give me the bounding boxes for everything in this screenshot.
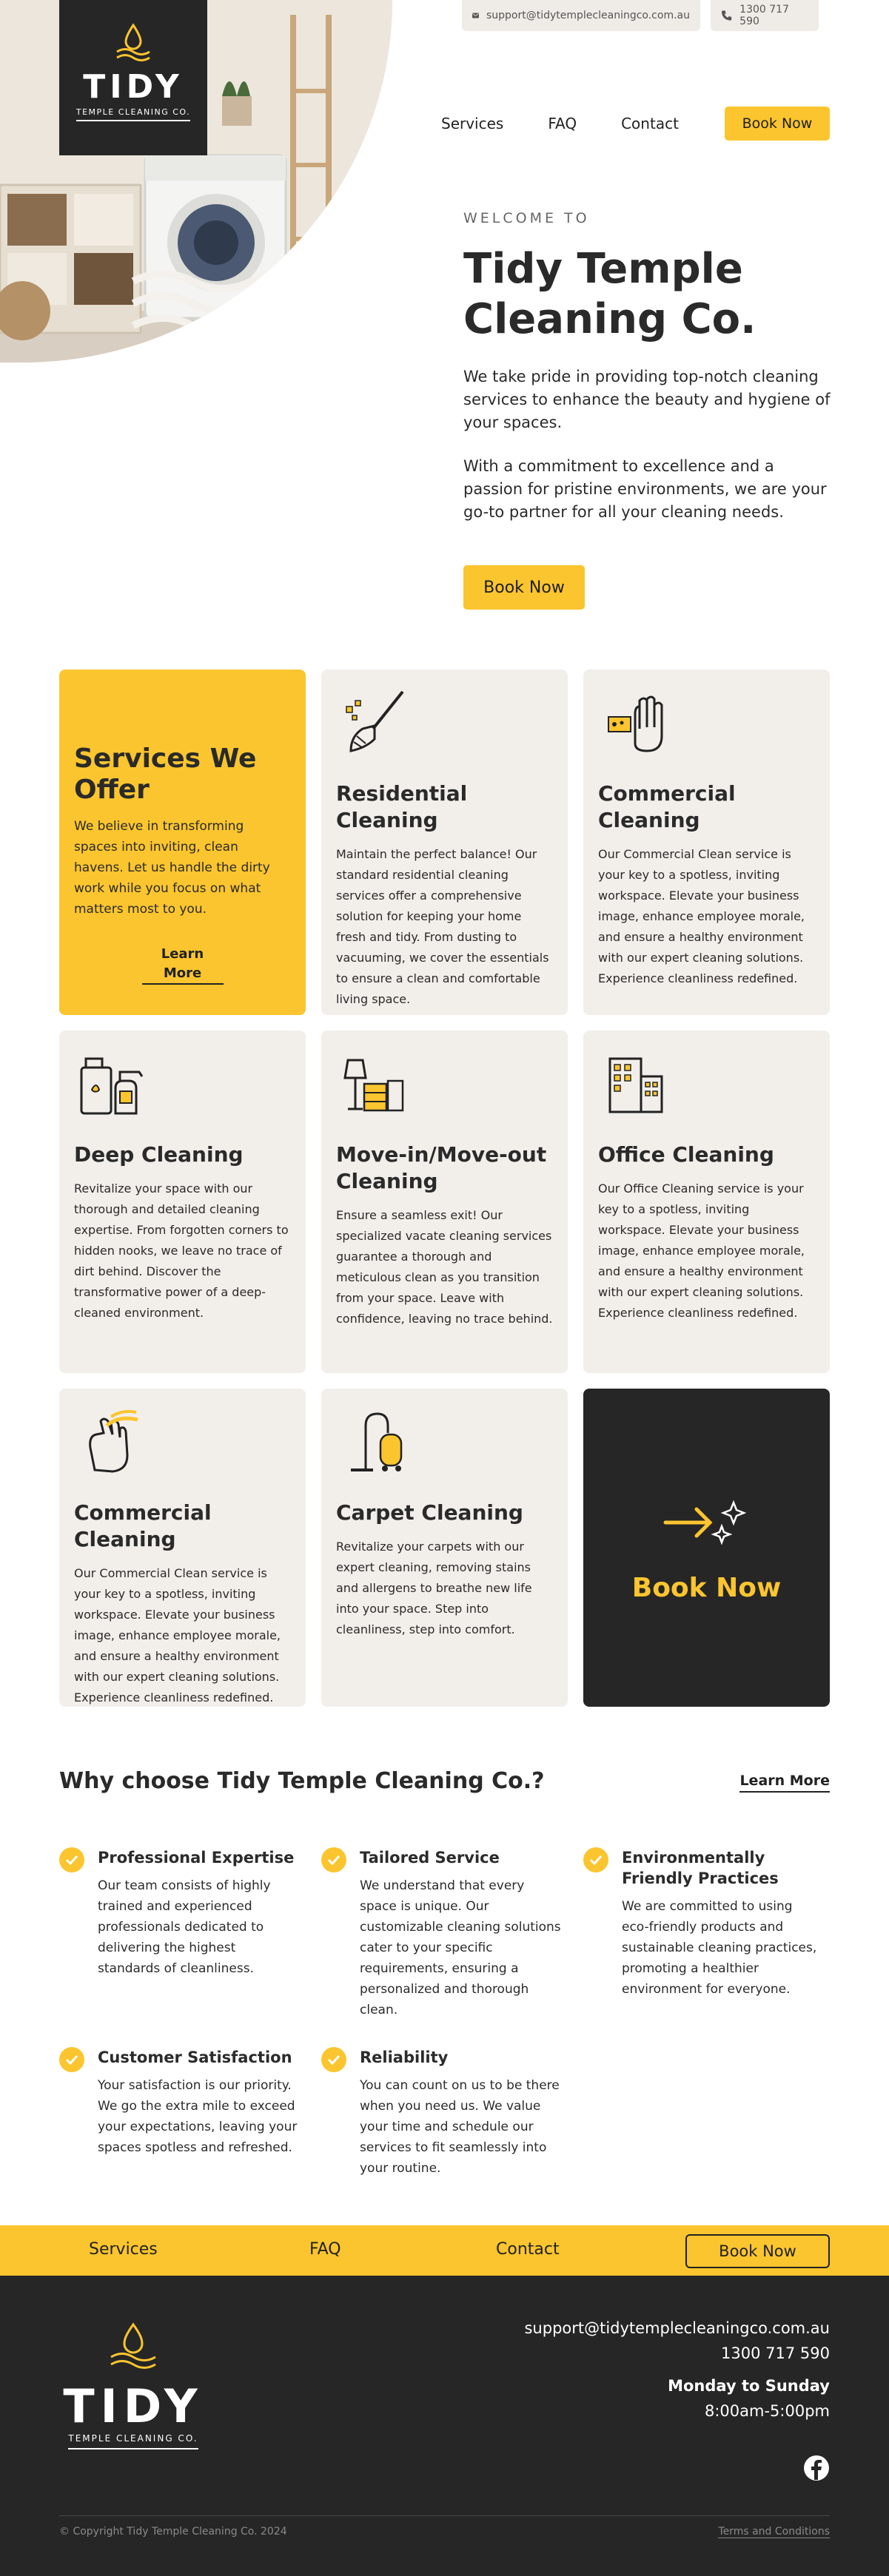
header-phone-link[interactable] xyxy=(711,0,819,31)
feature-item xyxy=(583,1847,830,2020)
hero-eyebrow: WELCOME TO xyxy=(463,210,590,226)
water-drop-logo-icon xyxy=(105,2322,161,2370)
service-card[interactable] xyxy=(583,670,830,1015)
arrow-sparkle-icon xyxy=(662,1497,751,1548)
service-title: Office Cleaning xyxy=(598,1142,774,1167)
nav-services[interactable]: Services xyxy=(441,115,504,132)
service-card[interactable] xyxy=(59,1031,306,1373)
why-title: Why choose Tidy Temple Cleaning Co.? xyxy=(59,1768,545,1794)
water-drop-logo-icon xyxy=(113,22,154,64)
service-title: Carpet Cleaning xyxy=(336,1500,523,1525)
services-intro-card xyxy=(59,670,306,1015)
feature-text: We are committed to using eco-friendly products and sustainable cleaning practices, promoting a healthier environment for everyone. xyxy=(622,1899,817,1997)
footer-nav-contact[interactable]: Contact xyxy=(496,2240,560,2259)
feature-title: Reliability xyxy=(360,2049,449,2066)
footer-nav xyxy=(0,2225,889,2276)
service-card[interactable] xyxy=(321,1031,568,1373)
wiping-hand-icon xyxy=(74,1403,148,1477)
envelope-icon xyxy=(472,10,479,21)
service-card[interactable] xyxy=(59,1389,306,1707)
check-icon xyxy=(59,2047,84,2072)
check-icon xyxy=(583,1847,608,1872)
nav-book-now-button[interactable]: Book Now xyxy=(725,107,830,141)
office-building-icon xyxy=(598,1045,672,1119)
book-now-card-label: Book Now xyxy=(631,1573,782,1603)
check-icon xyxy=(321,1847,346,1872)
services-learn-more-link[interactable]: Learn More xyxy=(142,945,224,985)
why-choose-section xyxy=(59,1768,830,2179)
service-title: Residential Cleaning xyxy=(336,781,468,832)
footer-days: Monday to Sunday xyxy=(668,2377,830,2395)
service-text: Our Commercial Clean service is your key to a spotless, inviting workspace. Elevate your business image, enhance employee morale, and ensure a healthy environment with our expert cleaning solutions. Experience cleanliness redefined. xyxy=(598,847,805,985)
why-learn-more-link[interactable]: Learn More xyxy=(739,1770,830,1793)
service-text: Maintain the perfect balance! Our standard residential cleaning services offer a comprehensive solution for keeping your home fresh and tidy. From dusting to vacuuming, we cover the essentials to ensure a clean and comfortable living space. xyxy=(336,847,549,1006)
footer-nav-services[interactable]: Services xyxy=(89,2240,158,2259)
features-grid xyxy=(59,1847,830,2179)
service-card[interactable] xyxy=(583,1031,830,1373)
footer-hours: 8:00am-5:00pm xyxy=(704,2402,830,2420)
vacuum-icon xyxy=(336,1403,410,1477)
book-now-card[interactable] xyxy=(583,1389,830,1707)
service-text: Our Office Cleaning service is your key to a spotless, inviting workspace. Elevate your business image, enhance employee morale, and ensure a healthy environment with our expert cleaning solutions. Experience cleanliness redefined. xyxy=(598,1181,805,1320)
footer-logo-subtitle: TEMPLE CLEANING CO. xyxy=(68,2433,198,2449)
footer-book-now-button[interactable]: Book Now xyxy=(685,2234,830,2268)
service-title: Commercial Cleaning xyxy=(598,781,736,832)
service-card[interactable] xyxy=(321,1389,568,1707)
feature-title: Customer Satisfaction xyxy=(98,2049,292,2066)
footer-nav-faq[interactable]: FAQ xyxy=(309,2240,341,2259)
feature-text: We understand that every space is unique. Our customizable cleaning solutions cater to your specific requirements, ensuring a personalized and thorough clean. xyxy=(360,1878,561,2017)
footer-logo[interactable] xyxy=(59,2322,207,2449)
facebook-icon[interactable] xyxy=(803,2455,830,2481)
service-title: Deep Cleaning xyxy=(74,1142,244,1167)
feature-text: Our team consists of highly trained and experienced professionals dedicated to delivering the highest standards of cleanliness. xyxy=(98,1878,271,1976)
feature-text: Your satisfaction is our priority. We go the extra mile to exceed your expectations, leaving your spaces spotless and refreshed. xyxy=(98,2078,298,2155)
header-logo[interactable] xyxy=(59,0,207,155)
check-icon xyxy=(321,2047,346,2072)
main-nav xyxy=(441,107,830,141)
hero-section xyxy=(0,0,889,651)
terms-link[interactable]: Terms and Conditions xyxy=(718,2526,830,2538)
footer-contact xyxy=(524,2316,830,2424)
hero-content xyxy=(463,210,833,610)
nav-faq[interactable]: FAQ xyxy=(548,115,577,132)
footer-phone[interactable]: 1300 717 590 xyxy=(721,2344,830,2362)
check-icon xyxy=(59,1847,84,1872)
feature-item xyxy=(59,2047,321,2179)
glove-sponge-icon xyxy=(598,684,672,758)
logo-subtitle: TEMPLE CLEANING CO. xyxy=(76,107,190,121)
footer-divider xyxy=(59,2515,830,2516)
footer xyxy=(0,2276,889,2576)
service-text: Revitalize your carpets with our expert cleaning, removing stains and allergens to breathe new life into your space. Step into cleanliness, step into comfort. xyxy=(336,1540,532,1636)
services-section xyxy=(59,670,830,1707)
feature-text: You can count on us to be there when you need us. We value your time and schedule our services to fit seamlessly into your routine. xyxy=(360,2078,560,2176)
spray-bottles-icon xyxy=(74,1045,148,1119)
services-title: Services We Offer xyxy=(74,744,257,805)
hero-paragraph-1: We take pride in providing top-notch cleaning services to enhance the beauty and hygiene of your spaces. xyxy=(463,368,831,431)
footer-email[interactable]: support@tidytemplecleaningco.com.au xyxy=(524,2319,830,2337)
logo-wordmark: TIDY xyxy=(83,68,184,106)
phone-icon xyxy=(721,10,732,21)
hero-paragraph-2: With a commitment to excellence and a passion for pristine environments, we are your go-to partner for all your cleaning needs. xyxy=(463,457,827,521)
furniture-icon xyxy=(336,1045,410,1119)
feature-item xyxy=(59,1847,321,2020)
feature-title: Tailored Service xyxy=(360,1849,500,1867)
service-title: Move-in/Move-out Cleaning xyxy=(336,1142,547,1193)
service-text: Revitalize your space with our thorough and detailed cleaning expertise. From forgotten corners to hidden nooks, we leave no trace of dirt behind. Discover the transformative power of a deep-cleaned environment. xyxy=(74,1181,289,1320)
hero-title: Tidy Temple Cleaning Co. xyxy=(463,245,757,343)
header-phone: 1300 717 590 xyxy=(739,4,789,27)
service-text: Ensure a seamless exit! Our specialized vacate cleaning services guarantee a thorough and meticulous clean as you transition from your space. Leave with confidence, leaving no trace behind. xyxy=(336,1208,553,1326)
service-title: Commercial Cleaning xyxy=(74,1500,212,1551)
feature-title: Environmentally Friendly Practices xyxy=(622,1849,779,1887)
feature-item xyxy=(321,2047,583,2179)
service-card[interactable] xyxy=(321,670,568,1015)
nav-contact[interactable]: Contact xyxy=(621,115,679,132)
service-text: Our Commercial Clean service is your key to a spotless, inviting workspace. Elevate your business image, enhance employee morale, and ensure a healthy environment with our expert cleaning solutions. Experience cleanliness redefined. xyxy=(74,1566,281,1705)
feature-title: Professional Expertise xyxy=(98,1849,295,1867)
header-email-link[interactable] xyxy=(462,0,700,31)
hero-book-now-button[interactable]: Book Now xyxy=(463,565,585,610)
footer-logo-wordmark: TIDY xyxy=(63,2379,204,2433)
services-intro-text: We believe in transforming spaces into inviting, clean havens. Let us handle the dirty work while you focus on what matters most to you. xyxy=(74,819,270,917)
copyright: © Copyright Tidy Temple Cleaning Co. 2024 xyxy=(59,2526,287,2538)
feature-item xyxy=(321,1847,583,2020)
duster-icon xyxy=(336,684,410,758)
header-email: support@tidytemplecleaningco.com.au xyxy=(486,10,690,21)
